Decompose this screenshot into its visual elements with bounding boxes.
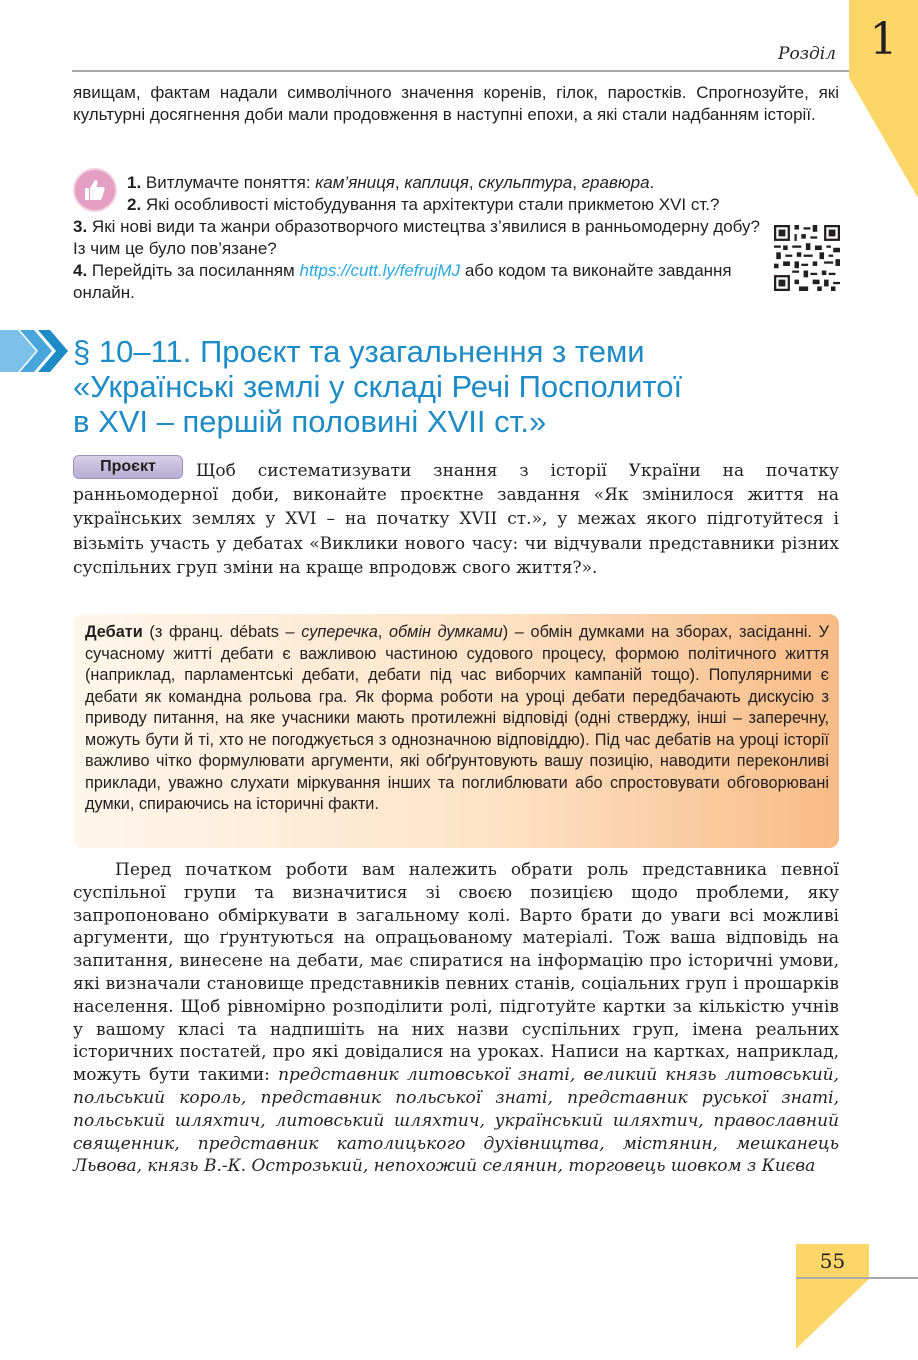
definition-body: – обмін думками на зборах, засіданні. У сучасному житті дебати є важливою частиною судового процесу, формою політичного життя (наприклад, парламентські дебати, дебати під час виборчих кампаній тощо). Популярними є дебати як командна рольова гра. Як форма роботи на уроці дебати передбачають дискусію з приводу питання, на яке учасники мають протилежні відповіді (одні стверджу, інші – заперечну, можуть бути й ті, хто не погоджується з однозначною відповіддю). Під час дебатів на уроці історії важливо чітко формулювати аргументи, які обґрунтовують вашу позицію, наводити переконливі приклади, уважно слухати міркування інших та поглиблювати або спростовувати обговорювані думки, спираючись на історичні факти. [85,623,829,813]
main-paragraph-text: Перед початком роботи вам належить обрати роль представника певної суспільної групи та визначитися зі своєю позицією щодо проблеми, яку запропоновано обміркувати в загальному колі. Варто брати до уваги всі можливі аргументи, що ґрунтуються на опрацьованому матеріалі. Тож ваша відповідь на запитання, винесене на дебати, має спиратися на інформацію про історичні умови, які визначали становище представників певних станів, соціальних груп і прошарків населення. Щоб рівномірно розподілити ролі, підготуйте картки за кількістю учнів у вашому класі та надпишіть на них назви суспільних груп, імена реальних історичних постатей, про які довідалися на уроках. Написи на картках, наприклад, можуть бути такими: [73,860,839,1086]
project-paragraph: Щоб систематизувати знання з історії України на початку ранньомодерної доби, виконайте проєктне завдання «Як змінилося життя на українських землях у XVI – на початку XVII ст.», у межах якого підготуйтеся і візьміть участь у дебатах «Виклики нового часу: чи відчували представники різних суспільних груп зміни на краще впродовж свого життя?». [73,461,839,578]
definition-origin: (з франц. débats – [142,623,302,641]
question-4 [73,260,763,304]
separator: , [394,173,405,192]
term: скульптура [478,173,573,192]
question-number: 4. [73,261,88,280]
page-number: 55 [819,1249,846,1273]
online-task-link[interactable]: https://cutt.ly/fefrujMJ [299,261,461,280]
chapter-tab-decoration [849,78,918,198]
qr-code-icon[interactable] [774,225,840,291]
question-number: 1. [127,173,142,192]
end-punctuation: . [649,173,655,192]
thumbs-up-icon [73,168,117,212]
chapter-number: 1 [869,14,898,65]
page-number-tab [796,1244,869,1277]
question-3 [73,216,763,260]
intro-paragraph: явищам, фактам надали символічного значення коренів, гілок, паростків. Спрогнозуйте, які культурні досягнення доби мали продовження в наступні епохи, а які стали надбанням історії. [73,83,839,124]
main-paragraph [73,859,839,1178]
definition-box [73,614,839,848]
separator: , [377,623,389,641]
question-2 [127,194,719,216]
title-line: в XVI – першій половині XVII ст.» [73,404,547,439]
definition-term: Дебати [85,623,143,641]
term: гравюра [581,173,650,192]
header-rule [72,70,849,72]
chapter-tab [849,0,918,78]
paragraph-title [73,334,813,439]
question-number: 3. [73,217,88,236]
separator: , [468,173,479,192]
question-1 [127,172,654,194]
title-line: § 10–11. Проєкт та узагальнення з теми [73,334,645,369]
term: кам’яниця [315,173,395,192]
question-text: Витлумачте поняття: [145,173,316,192]
question-text: Які нові види та жанри образотворчого мистецтва з’явилися в ранньомодерну добу? Із чим це було пов’язане? [73,217,760,258]
separator: , [572,173,582,192]
question-text: або кодом та виконайте завдання онлайн. [73,261,732,302]
definition-origin-close: ) [502,623,509,641]
title-line: «Українські землі у складі Речі Посполитої [73,369,683,404]
section-chevrons-icon [0,330,72,372]
question-text: Перейдіть за посиланням [91,261,295,280]
definition-meaning: обмін думками [388,623,503,641]
page-tab-decoration [796,1279,869,1349]
section-label: Розділ [778,44,836,64]
definition-text [85,622,829,816]
project-badge: Проєкт [73,455,183,479]
question-number: 2. [127,195,142,214]
definition-meaning: суперечка [301,623,378,641]
card-examples: представник литовської знаті, великий князь литовський, польський король, представник польської знаті, представник руської знаті, польський шляхтич, литовський шляхтич, український шляхтич, православний священник, представник католицького духівництва, містянин, мешканець Львова, князь В.-К. Острозький, непохожий селянин, торговець шовком з Києва [73,1065,839,1177]
term: каплиця [404,173,469,192]
question-text: Які особливості містобудування та архітектури стали прикметою XVI ст.? [145,195,720,214]
